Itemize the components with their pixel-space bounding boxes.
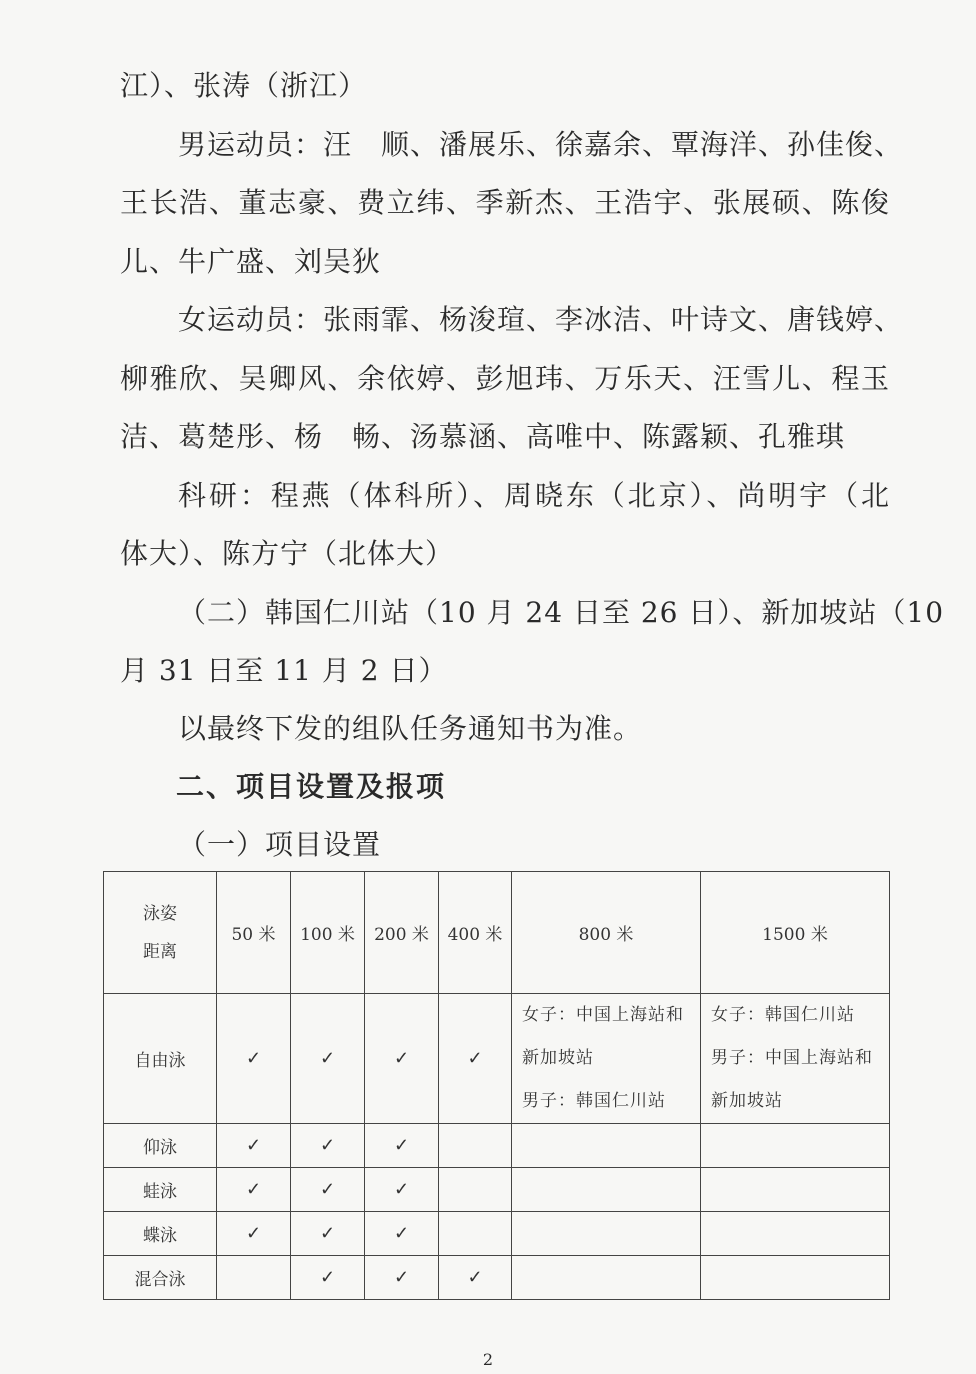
check-mark: ✓ [365,1256,439,1300]
check-mark: ✓ [217,994,291,1124]
empty-cell [512,1212,701,1256]
empty-cell [512,1124,701,1168]
body-line-12: 以最终下发的组队任务通知书为准。 [178,712,643,745]
check-mark: ✓ [439,1256,512,1300]
body-line-3: 王长浩、董志豪、费立纬、季新杰、王浩宇、张展硕、陈俊 [120,186,890,219]
body-line-2: 男运动员：汪 顺、潘展乐、徐嘉余、覃海洋、孙佳俊、 [178,128,904,161]
table-row [104,1256,890,1300]
check-mark [439,1124,512,1168]
empty-cell [512,1256,701,1300]
check-mark: ✓ [291,1168,365,1212]
stroke-cell: 自由泳 [104,994,217,1124]
note-line: 新加坡站 [522,1048,594,1068]
corner-stroke-label: 泳姿 [143,903,177,924]
body-line-6: 柳雅欣、吴卿风、余依婷、彭旭玮、万乐天、汪雪儿、程玉 [120,362,890,395]
table-row [104,994,890,1124]
body-line-1: 江）、张涛（浙江） [120,69,368,102]
body-line-7: 洁、葛楚彤、杨 畅、汤慕涵、高唯中、陈露颖、孔雅琪 [120,420,846,453]
stroke-cell: 蛙泳 [104,1168,217,1212]
check-mark [439,1168,512,1212]
body-line-9: 体大）、陈方宁（北体大） [120,537,455,570]
stroke-cell: 混合泳 [104,1256,217,1300]
table-row [104,1124,890,1168]
empty-cell [701,1256,890,1300]
subsection-heading: （一）项目设置 [178,828,382,861]
check-mark: ✓ [365,1212,439,1256]
check-mark: ✓ [217,1124,291,1168]
check-mark: ✓ [365,1168,439,1212]
note-line: 新加坡站 [711,1091,783,1111]
note-line: 男子：韩国仁川站 [522,1091,666,1111]
table-row [104,1212,890,1256]
table-header-row [104,872,890,994]
empty-cell [701,1212,890,1256]
body-line-10: （二）韩国仁川站（10 月 24 日至 26 日）、新加坡站（10 [178,596,945,629]
corner-cell [104,872,217,994]
distance-header: 1500 米 [701,872,890,994]
body-line-4: 儿、牛广盛、刘吴狄 [120,245,382,278]
table-row [104,1168,890,1212]
check-mark: ✓ [217,1212,291,1256]
check-mark: ✓ [365,994,439,1124]
page-number: 2 [482,1350,494,1369]
note-line: 男子：中国上海站和 [711,1048,873,1068]
stroke-cell: 蝶泳 [104,1212,217,1256]
check-mark: ✓ [291,994,365,1124]
check-mark [439,1212,512,1256]
distance-header: 800 米 [512,872,701,994]
empty-cell [701,1168,890,1212]
distance-header: 50 米 [217,872,291,994]
note-cell-1500 [701,994,890,1124]
body-line-5: 女运动员：张雨霏、杨浚瑄、李冰洁、叶诗文、唐钱婷、 [178,303,904,336]
distance-header: 200 米 [365,872,439,994]
check-mark: ✓ [365,1124,439,1168]
event-table [103,871,890,1300]
note-cell-800 [512,994,701,1124]
check-mark: ✓ [291,1124,365,1168]
distance-header: 100 米 [291,872,365,994]
body-line-11: 月 31 日至 11 月 2 日） [120,654,448,687]
note-line: 女子：韩国仁川站 [711,1005,855,1025]
distance-header: 400 米 [439,872,512,994]
note-line: 女子：中国上海站和 [522,1005,684,1025]
section-heading: 二、项目设置及报项 [176,770,447,803]
stroke-cell: 仰泳 [104,1124,217,1168]
check-mark [217,1256,291,1300]
corner-distance-label: 距离 [143,941,177,962]
check-mark: ✓ [439,994,512,1124]
empty-cell [512,1168,701,1212]
check-mark: ✓ [291,1212,365,1256]
check-mark: ✓ [291,1256,365,1300]
check-mark: ✓ [217,1168,291,1212]
body-line-8: 科研：程燕（体科所）、周晓东（北京）、尚明宇（北 [178,479,890,512]
empty-cell [701,1124,890,1168]
